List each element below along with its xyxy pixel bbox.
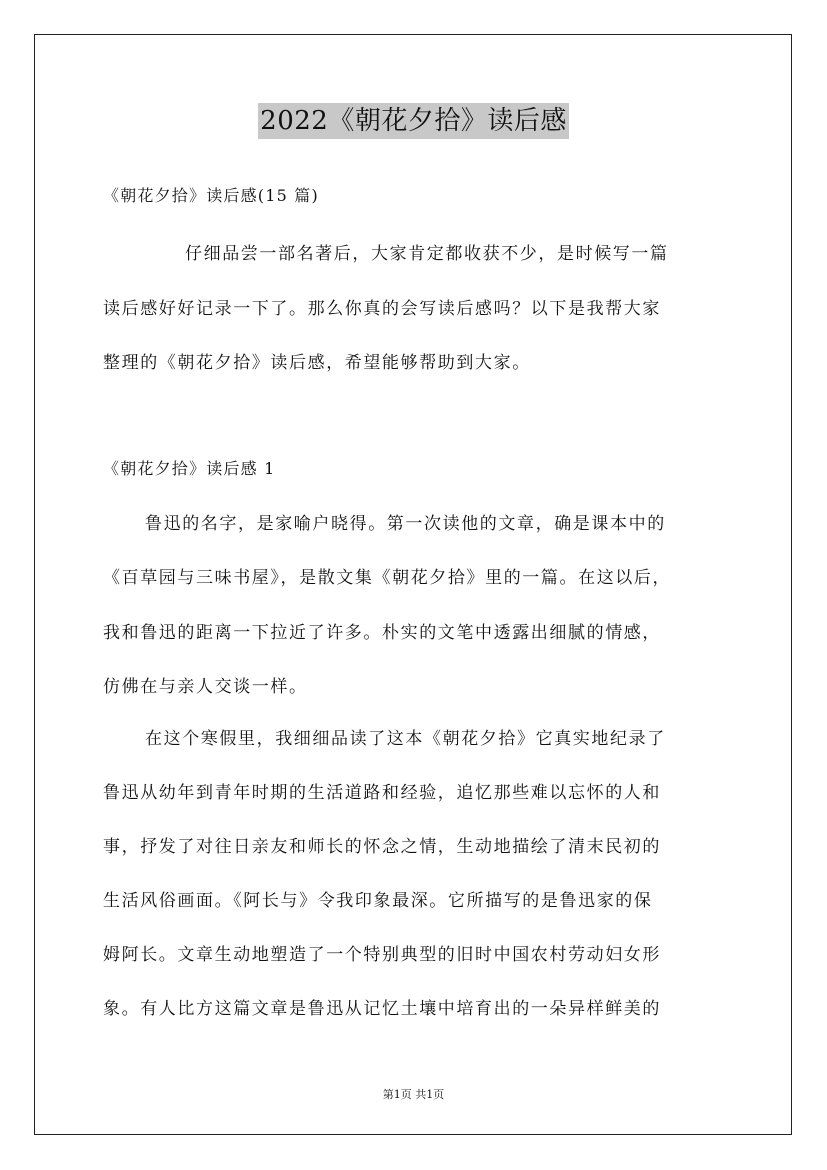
document-title: [0, 100, 827, 137]
paragraph-line: 姆阿长。文章生动地塑造了一个特别典型的旧时中国农村劳动妇女形: [103, 945, 661, 965]
paragraph-line: 鲁迅从幼年到青年时期的生活道路和经验，追忆那些难以忘怀的人和: [103, 783, 661, 803]
paragraph-line: 仿佛在与亲人交谈一样。: [103, 677, 308, 697]
paragraph-line: 我和鲁迅的距离一下拉近了许多。朴实的文笔中透露出细腻的情感，: [103, 623, 661, 643]
paragraph-line: 《百草园与三味书屋》，是散文集《朝花夕拾》里的一篇。在这以后，: [103, 568, 672, 588]
paragraph-line: 象。有人比方这篇文章是鲁迅从记忆土壤中培育出的一朵异样鲜美的: [103, 999, 661, 1019]
paragraph-line: 鲁迅的名字，是家喻户晓得。第一次读他的文章，确是课本中的: [145, 514, 666, 534]
document-title-text: 2022《朝花夕拾》读后感: [258, 103, 569, 139]
intro-line: 整理的《朝花夕拾》读后感，希望能够帮助到大家。: [103, 353, 531, 373]
paragraph-line: 生活风俗画面。《阿长与》令我印象最深。它所描写的是鲁迅家的保: [103, 891, 653, 911]
section-heading: 《朝花夕拾》读后感 1: [103, 459, 276, 478]
paragraph-line: 在这个寒假里，我细细品读了这本《朝花夕拾》它真实地纪录了: [145, 729, 666, 749]
intro-line: 读后感好好记录一下了。那么你真的会写读后感吗？以下是我帮大家: [103, 299, 661, 319]
intro-line: 仔细品尝一部名著后，大家肯定都收获不少，是时候写一篇: [185, 244, 669, 264]
paragraph-line: 事，抒发了对往日亲友和师长的怀念之情，生动地描绘了清末民初的: [103, 837, 661, 857]
page-footer: 第1页 共1页: [382, 1088, 445, 1101]
document-subtitle: 《朝花夕拾》读后感(15 篇): [103, 186, 319, 205]
